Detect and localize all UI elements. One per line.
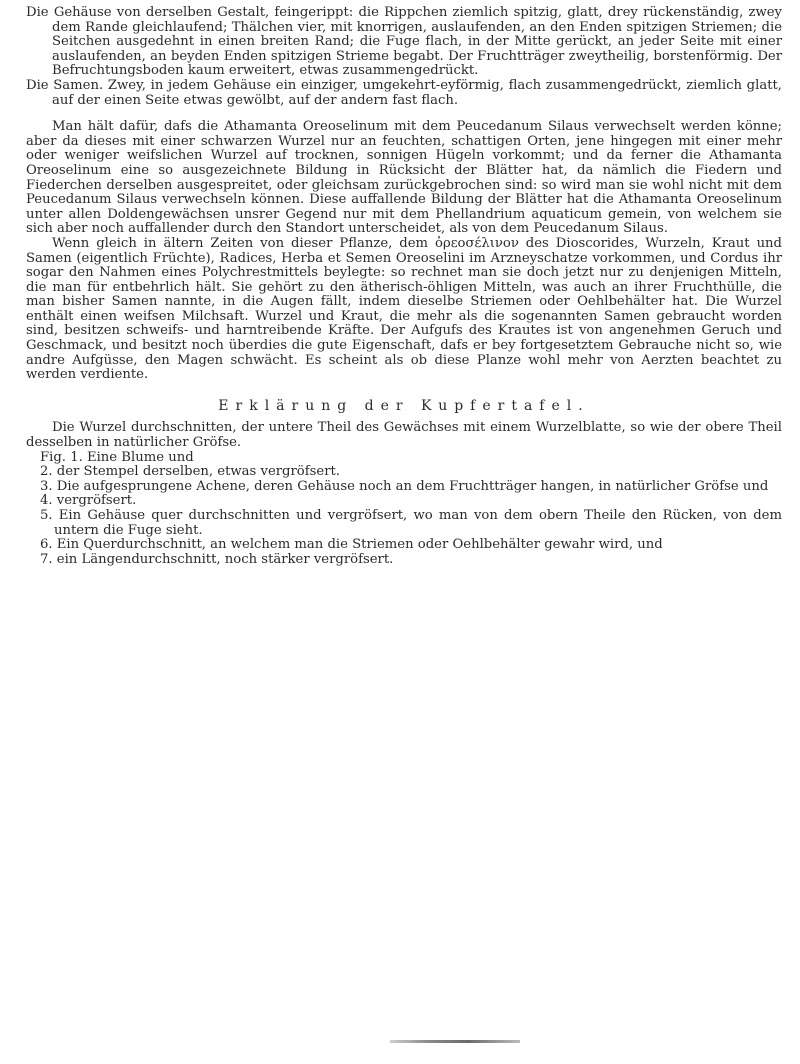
plate-intro: Die Wurzel durchschnitten, der untere Theil des Gewächses mit einem Wurzelblatte, so wie der obere Theil desselben in natürlicher Gröfse. [26,420,782,451]
figure-item: Fig. 1. Eine Blume und [40,449,194,465]
figure-item: 2. der Stempel derselben, etwas vergröfsert. [40,464,340,480]
plate-heading: Erklärung der Kupfertafel. [218,397,590,414]
figure-item: 4. vergröfsert. [40,493,137,509]
figure-item: 3. Die aufgesprungene Achene, deren Gehäuse noch an dem Fruchtträger hangen, in natürlicher Gröfse und [40,478,769,494]
paragraph-verwechslung: Man hält dafür, dafs die Athamanta Oreoselinum mit dem Peucedanum Silaus verwechselt werden könne; aber da dieses mit einer schwarzen Wurzel nur an feuchten, schattigen Orten, jene hingegen mit einer mehr oder weniger weifslichen Wurzel auf trocknen, sonnigen Hügeln vorkommt; und da ferner die Athamanta Oreoselinum eine so ausgezeichnete Bildung in Rücksicht der Blätter hat, da nämlich die Fiedern und Fiederchen derselben ausgespreitet, oder gleichsam zurückgebrochen sind: so wird man sie wohl nicht mit dem Peucedanum Silaus verwechseln können. Diese auffallende Bildung der Blätter hat die Athamanta Oreoselinum unter allen Doldengewächsen unsrer Gegend nur mit dem Phellandrium aquaticum gemein, von welchem sie sich aber noch auffallender durch den Standort unterscheidet, als von dem Peucedanum Silaus. [26,119,782,237]
figure-item: 7. ein Längendurchschnitt, noch stärker vergröfsert. [40,551,394,567]
bottom-decorative-rule [390,1040,520,1043]
paragraph-arzneiwirkung: Wenn gleich in ältern Zeiten von dieser Pflanze, dem ὀρεοσέλινον des Dioscorides, Wurzeln, Kraut und Samen (eigentlich Früchte), Radices, Herba et Semen Oreoselini im Arzneyschatze vorkommen, und Cordus ihr sogar den Nahmen eines Polychrestmittels beylegte: so rechnet man sie doch jetzt nur zu denjenigen Mitteln, die man für entbehrlich hält. Sie gehört zu den ätherisch-öhligen Mitteln, was auch an ihrer Fruchthülle, die man bisher Samen nannte, in die Augen fällt, indem dieselbe Striemen oder Oehlbehälter hat. Die Wurzel enthält einen weifsen Milchsaft. Wurzel und Kraut, die mehr als die sogenannten Samen gebraucht worden sind, besitzen schweifs- und harntreibende Kräfte. Der Aufgufs des Krautes ist von angenehmen Geruch und Geschmack, und besitzt noch überdies die gute Eigenschaft, dafs er bey fortgesetztem Gebrauche nicht so, wie andre Aufgüsse, den Magen schwächt. Es scheint als ob diese Planze wohl mehr von Aerzten beachtet zu werden verdiente. [26,235,782,383]
paragraph-gehaeuse: Die Gehäuse von derselben Gestalt, feingerippt: die Rippchen ziemlich spitzig, glatt, drey rückenständig, zwey dem Rande gleichlaufend; Thälchen vier, mit knorrigen, auslaufenden, an den Enden spitzigen Striemen; die Seitchen ausgedehnt in einen breiten Rand; die Fuge flach, in der Mitte gerückt, an jeder Seite mit einer auslaufenden, an beyden Enden spitzigen Strieme begabt. Der Fruchtträger zweytheilig, borstenförmig. Der Befruchtungsboden kaum erweitert, etwas zusammengedrückt. [26,5,782,79]
figure-item: 5. Ein Gehäuse quer durchschnitten und vergröfsert, wo man von dem obern Theile den Rücken, von dem untern die Fuge sieht. [40,508,782,538]
page-body [26,6,782,567]
paragraph-samen: Die Samen. Zwey, in jedem Gehäuse ein einziger, umgekehrt-eyförmig, flach zusammengedrückt, ziemlich glatt, auf der einen Seite etwas gewölbt, auf der andern fast flach. [26,77,782,108]
figure-item: 6. Ein Querdurchschnitt, an welchem man die Striemen oder Oehlbehälter gewahr wird, und [40,537,663,553]
